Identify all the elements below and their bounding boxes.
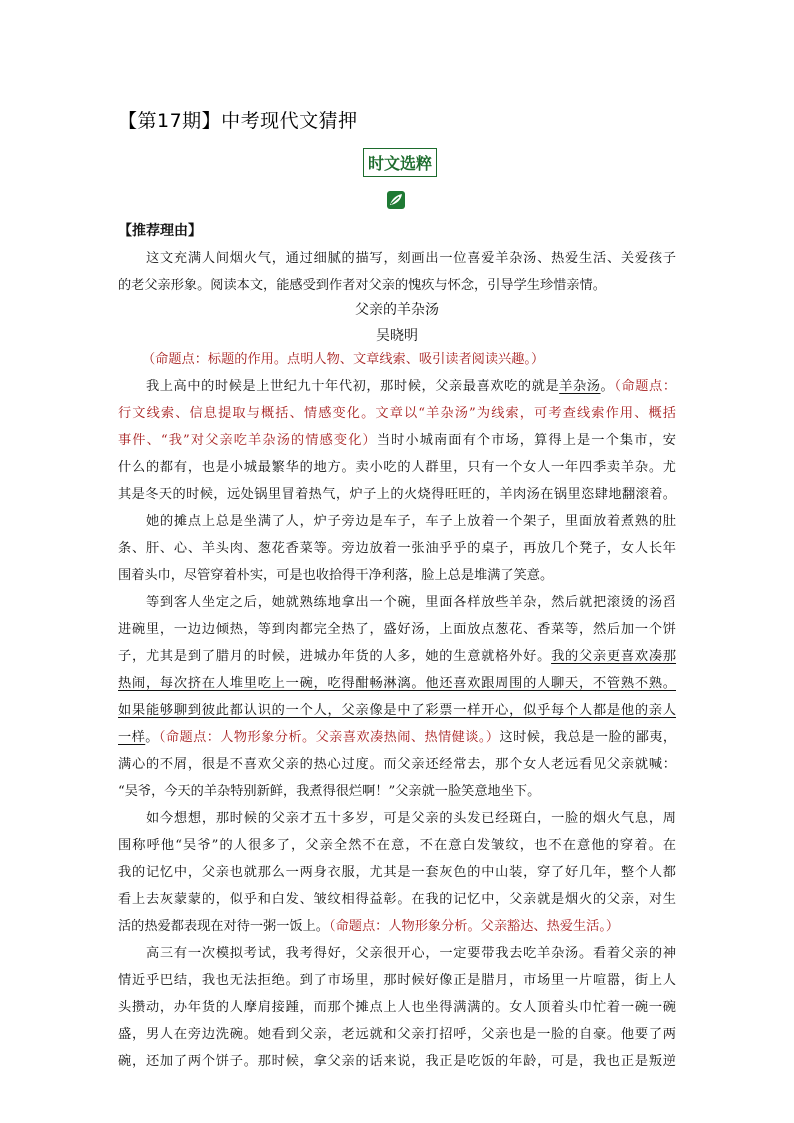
text-line: 如今想想，那时候的父亲才五十多岁，可是父亲的头发已经斑白，一脸的烟火气息，周 — [146, 811, 676, 826]
leaf-square-icon — [386, 190, 406, 210]
paragraph-5 — [118, 940, 676, 1075]
text-line: 情近乎巴结，我也无法拒绝。到了市场里，那时候好像正是腊月，市场里一片喧嚣，街上人 — [118, 973, 676, 988]
note-text: 行文线索、信息提取与概括、情感变化。文章以“羊杂汤”为线索，可考查线索作用、概括 — [118, 406, 676, 421]
underlined-text: 如果能够聊到彼此都认识的一个人，父亲像是中了彩票一样开心，似乎每个人都是他的亲人 — [118, 703, 676, 718]
text-run: 子，尤其是到了腊月的时候，进城办年货的人多，她的生意就格外好。 — [118, 649, 552, 664]
underlined-text: 热闹，每次挤在人堆里吃上一碗，吃得酣畅淋漓。他还喜欢跟周围的人聊天，不管熟不熟。 — [118, 676, 676, 691]
text-line: 这文充满人间烟火气，通过细腻的描写，刻画出一位喜爱羊杂汤、热爱生活、关爱孩子 — [146, 251, 676, 266]
text-line: 她的摊点上总是坐满了人，炉子旁边是车子，车子上放着一个架子，里面放着煮熟的肚 — [146, 514, 676, 529]
paragraph-4 — [118, 805, 676, 940]
text-line — [118, 643, 676, 670]
text-run: 这时候，我总是一脸的鄙夷， — [499, 730, 677, 745]
text-run: 我上高中的时候是上世纪九十年代初，那时候，父亲最喜欢吃的就是 — [146, 379, 560, 394]
text-line: “吴爷，今天的羊杂特别新鲜，我煮得很烂啊！”父亲就一脸笑意地坐下。 — [118, 784, 541, 799]
issue-title: 【第17期】中考现代文猜押 — [118, 110, 358, 132]
underlined-text: 一样 — [118, 730, 146, 745]
text-line: 进碗里，一边边倾热，等到肉都完全热了，盛好汤，上面放点葱花、香菜等，然后加一个饼 — [118, 622, 676, 637]
paragraph-1 — [118, 373, 676, 508]
note-text: 事件、“我”对父亲吃羊杂汤的情感变化） — [118, 433, 377, 448]
text-line: 条、肝、心、羊头肉、葱花香菜等。旁边放着一张油乎乎的桌子，再放几个凳子，女人长年 — [118, 541, 676, 556]
text-line: 其是冬天的时候，远处锅里冒着热气，炉子上的火烧得旺旺的，羊肉汤在锅里恣肆地翻滚着。 — [118, 487, 676, 502]
underlined-text: 我的父亲更喜欢凑那 — [551, 649, 677, 664]
note-text: （命题点： — [614, 379, 677, 394]
text-line — [118, 427, 676, 454]
text-line: 看上去灰蒙蒙的，似乎和白发、皱纹相得益彰。在我的记忆中，父亲就是烟火的父亲，对生 — [118, 892, 676, 907]
text-line — [118, 373, 676, 400]
text-line: 等到客人坐定之后，她就熟练地拿出一个碗，里面各样放些羊杂，然后就把滚烫的汤舀 — [146, 595, 676, 610]
title-note-paragraph — [118, 346, 676, 373]
article-author: 吴晓明 — [376, 328, 418, 344]
text-line: 我的记忆中，父亲也就那么一两身衣服，尤其是一套灰色的中山装，穿了好几年，整个人都 — [118, 865, 676, 880]
text-line — [118, 913, 676, 940]
text-line: 的老父亲形象。阅读本文，能感受到作者对父亲的愧疚与怀念，引导学生珍惜亲情。 — [118, 278, 606, 293]
text-run: 。 — [145, 730, 159, 745]
text-line: 围称呼他“吴爷”的人很多了，父亲全然不在意，不在意白发皱纹，也不在意他的穿着。在 — [118, 838, 676, 853]
text-line: 高三有一次模拟考试，我考得好，父亲很开心，一定要带我去吃羊杂汤。看着父亲的神 — [146, 946, 676, 961]
recommend-heading: 【推荐理由】 — [118, 223, 202, 239]
text-line: 盛，男人在旁边洗碗。她看到父亲，老远就和父亲打招呼，父亲也是一脸的自豪。他要了两 — [118, 1027, 676, 1042]
text-run: 。 — [600, 379, 615, 394]
note-text: （命题点：人物形象分析。父亲豁达、热爱生活。） — [329, 919, 620, 934]
note-text: （命题点：人物形象分析。父亲喜欢凑热闹、热情健谈。） — [158, 730, 500, 745]
text-line: 围着头巾，尽管穿着朴实，可是也收拾得干净利落，脸上总是堆满了笑意。 — [118, 568, 554, 583]
article-title: 父亲的羊杂汤 — [355, 302, 439, 318]
text-line: 头攒动，办年货的人摩肩接踵，而那个摊点上人也坐得满满的。女人顶着头巾忙着一碗一碗 — [118, 1000, 676, 1015]
text-line — [118, 724, 676, 751]
text-run: 活的热爱都表现在对待一粥一饭上。 — [118, 919, 329, 934]
title-note: （命题点：标题的作用。点明人物、文章线索、吸引读者阅读兴趣。） — [142, 352, 545, 367]
recommend-paragraph — [118, 245, 676, 299]
text-line: 满心的不屑，很是不喜欢父亲的热心过度。而父亲还经常去，那个女人老远看见父亲就喊： — [118, 757, 676, 772]
paragraph-3 — [118, 589, 676, 805]
underlined-text: 羊杂汤 — [559, 379, 601, 394]
text-line: 碗，还加了两个饼子。那时候，拿父亲的话来说，我正是吃饭的年龄，可是，我也正是叛逆 — [118, 1054, 676, 1069]
paragraph-2 — [118, 508, 676, 589]
text-line: 什么的都有，也是小城最繁华的地方。卖小吃的人群里，只有一个女人一年四季卖羊杂。尤 — [118, 460, 676, 475]
section-badge: 时文选粹 — [363, 148, 437, 177]
text-run: 当时小城南面有个市场，算得上是一个集市，安 — [376, 433, 676, 448]
